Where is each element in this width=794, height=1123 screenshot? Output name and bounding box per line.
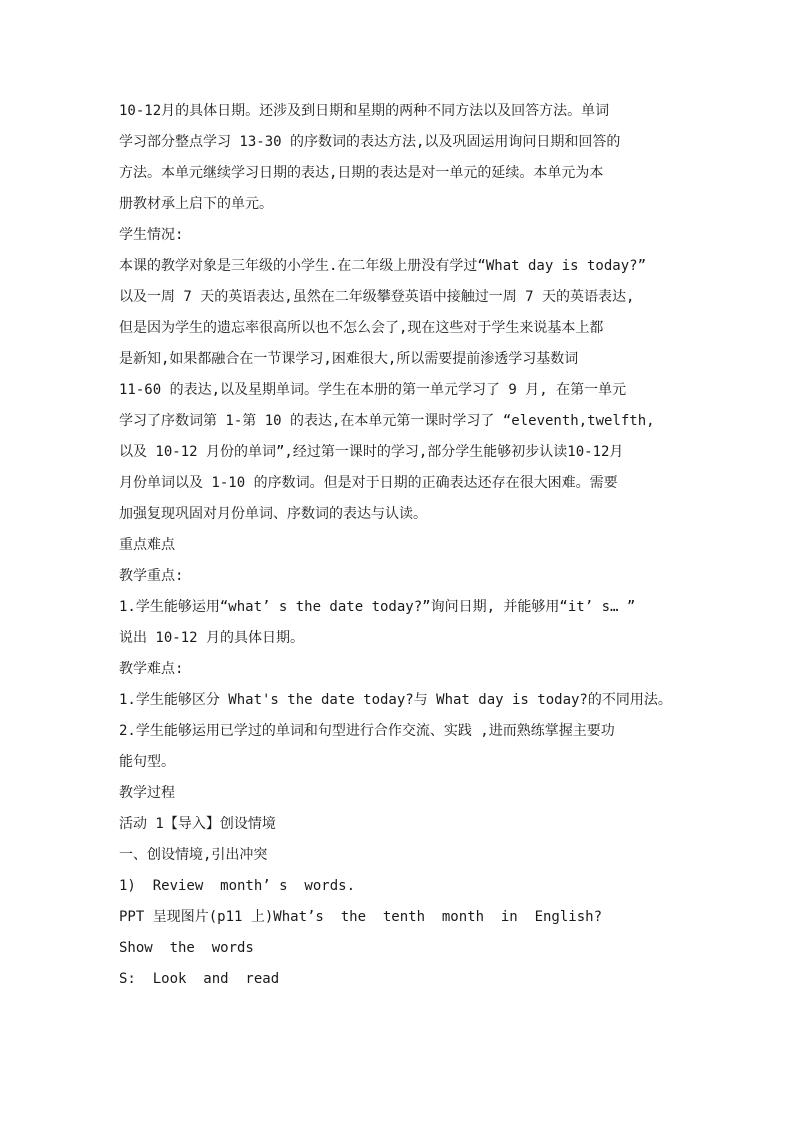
list-item: 1.学生能够运用“what’ s the date today?”询问日期, 并能够用“it’ s… ” — [119, 599, 636, 615]
paragraph-line: 加强复现巩固对月份单词、序数词的表达与认读。 — [119, 506, 427, 522]
paragraph-line: 学习了序数词第 1-第 10 的表达,在本单元第一课时学习了 “eleventh,twelfth, — [119, 413, 655, 429]
document-body — [119, 96, 679, 995]
paragraph-line: 是新知,如果都融合在一节课学习,困难很大,所以需要提前渗透学习基数词 — [119, 351, 579, 367]
paragraph-line: 11-60 的表达,以及星期单词。学生在本册的第一单元学习了 9 月, 在第一单元 — [119, 382, 627, 398]
paragraph-line: 以及 10-12 月份的单词”,经过第一课时的学习,部分学生能够初步认读10-12月 — [119, 444, 624, 460]
subheading-teaching-focus: 教学重点: — [119, 568, 184, 584]
activity-heading: 活动 1【导入】创设情境 — [119, 816, 276, 832]
paragraph-line: 10-12月的具体日期。还涉及到日期和星期的两种不同方法以及回答方法。单词 — [119, 103, 610, 119]
section-heading-key-points: 重点难点 — [119, 537, 175, 553]
list-item-continuation: 说出 10-12 月的具体日期。 — [119, 630, 305, 646]
step-item: 1) Review month’ s words. — [119, 878, 356, 894]
step-item: PPT 呈现图片(p11 上)What’s the tenth month in English? — [119, 909, 603, 925]
paragraph-line: 以及一周 7 天的英语表达,虽然在二年级攀登英语中接触过一周 7 天的英语表达, — [119, 289, 635, 305]
paragraph-line: 月份单词以及 1-10 的序数词。但是对于日期的正确表达还存在很大困难。需要 — [119, 475, 618, 491]
step-item: S: Look and read — [119, 971, 280, 987]
section-heading-student-situation: 学生情况: — [119, 227, 184, 243]
list-item-continuation: 能句型。 — [119, 754, 175, 770]
paragraph-line: 方法。本单元继续学习日期的表达,日期的表达是对一单元的延续。本单元为本 — [119, 165, 604, 181]
step-item: Show the words — [119, 940, 254, 956]
subheading-teaching-difficulty: 教学难点: — [119, 661, 184, 677]
list-item: 2.学生能够运用已学过的单词和句型进行合作交流、实践 ,进而熟练掌握主要功 — [119, 723, 615, 739]
paragraph-line: 但是因为学生的遗忘率很高所以也不怎么会了,现在这些对于学生来说基本上都 — [119, 320, 604, 336]
paragraph-line: 学习部分整点学习 13-30 的序数词的表达方法,以及巩固运用询问日期和回答的 — [119, 134, 621, 150]
section-heading-teaching-process: 教学过程 — [119, 785, 175, 801]
paragraph-line: 本课的教学对象是三年级的小学生.在二年级上册没有学过“What day is today?” — [119, 258, 647, 274]
paragraph-line: 册教材承上启下的单元。 — [119, 196, 273, 212]
list-item: 1.学生能够区分 What's the date today?与 What day is today?的不同用法。 — [119, 692, 672, 708]
step-heading: 一、创设情境,引出冲突 — [119, 847, 268, 863]
